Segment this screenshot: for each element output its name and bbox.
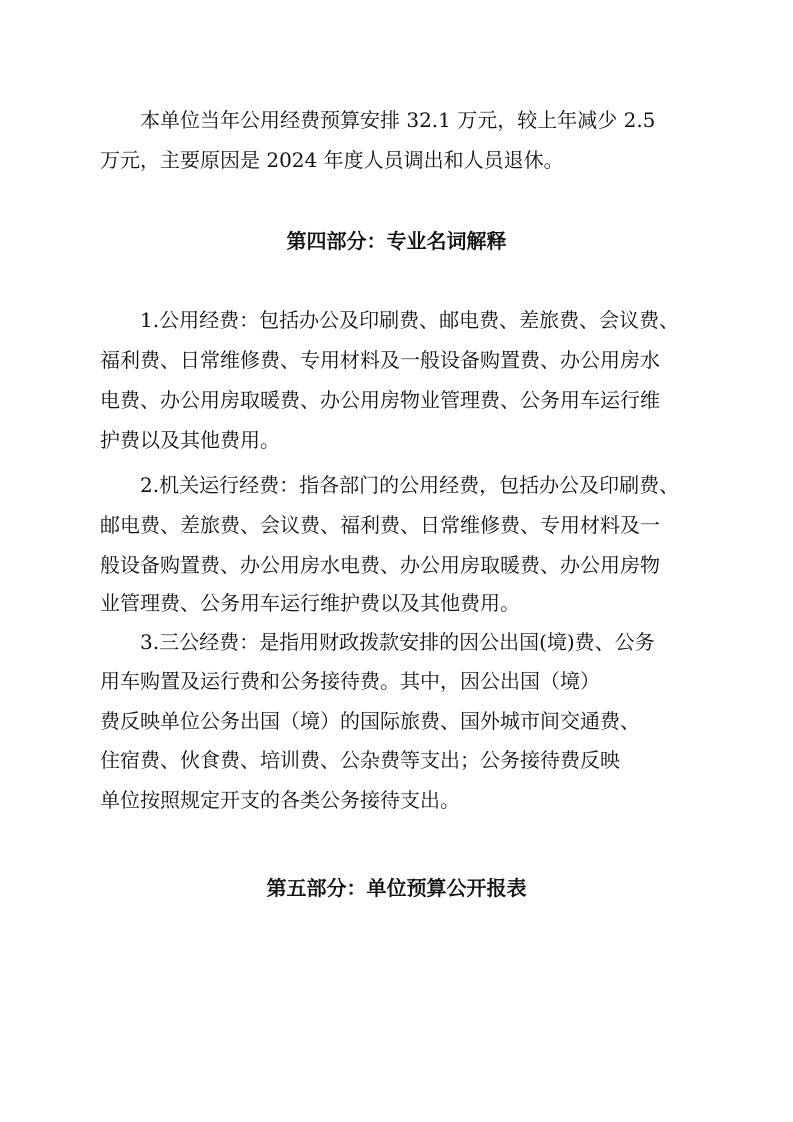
item-2-line-3: 般设备购置费、办公用房水电费、办公用房取暖费、办公用房物 — [100, 553, 660, 577]
item-1-line-3: 电费、办公用房取暖费、办公用房物业管理费、公务用车运行维 — [100, 388, 660, 412]
item-3-line-5: 单位按照规定开支的各类公务接待支出。 — [100, 788, 460, 812]
item-1-line-1: 1.公用经费：包括办公及印刷费、邮电费、差旅费、会议费、 — [140, 308, 680, 332]
item-3-line-3: 费反映单位公务出国（境）的国际旅费、国外城市间交通费、 — [100, 709, 640, 733]
item-2-line-4: 业管理费、公务用车运行维护费以及其他费用。 — [100, 591, 520, 615]
section-4-heading: 第四部分：专业名词解释 — [286, 229, 507, 253]
intro-line-1: 本单位当年公用经费预算安排 32.1 万元，较上年减少 2.5 — [140, 108, 656, 132]
item-3-line-4: 住宿费、伙食费、培训费、公杂费等支出；公务接待费反映 — [100, 748, 620, 772]
item-2-line-2: 邮电费、差旅费、会议费、福利费、日常维修费、专用材料及一 — [100, 513, 660, 537]
item-1-line-2: 福利费、日常维修费、专用材料及一般设备购置费、办公用房水 — [100, 348, 660, 372]
item-3-line-1: 3.三公经费：是指用财政拨款安排的因公出国(境)费、公务 — [140, 630, 655, 654]
item-1-line-4: 护费以及其他费用。 — [100, 428, 280, 452]
item-3-line-2: 用车购置及运行费和公务接待费。其中，因公出国（境） — [100, 669, 600, 693]
section-5-heading: 第五部分：单位预算公开报表 — [266, 876, 527, 900]
intro-line-2: 万元，主要原因是 2024 年度人员调出和人员退休。 — [100, 148, 564, 172]
item-2-line-1: 2.机关运行经费：指各部门的公用经费，包括办公及印刷费、 — [140, 473, 680, 497]
